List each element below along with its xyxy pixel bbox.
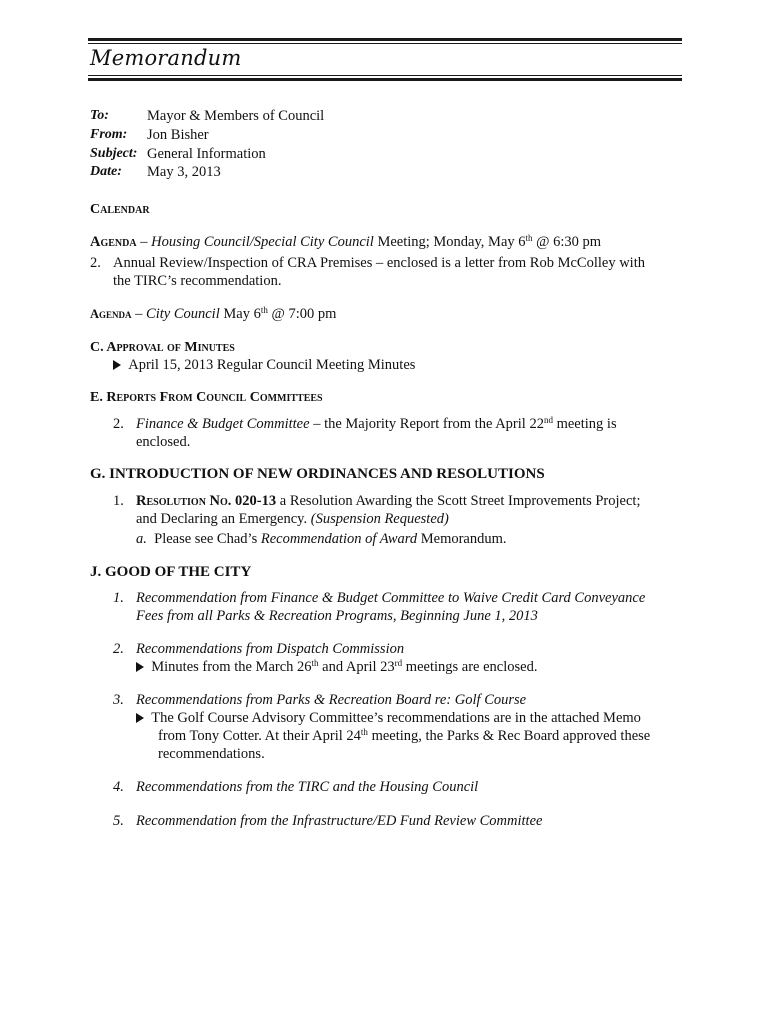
section-e-line1 [136, 416, 617, 433]
section-c-item [113, 357, 415, 374]
subject-value: General Information [147, 146, 266, 162]
j-item3-bullet-line2 [158, 728, 650, 745]
agenda-label: Agenda [90, 234, 137, 250]
title-rule-thick [88, 78, 682, 81]
j-item3-bullet-text2a: from Tony Cotter. At their April 24 [158, 728, 361, 744]
top-rule-thick [88, 38, 682, 41]
agenda-city-date: May 6 [219, 306, 261, 322]
j-item3-bullet-line1 [136, 710, 641, 727]
section-g-sub-a [136, 531, 507, 548]
calendar-item2-line2: the TIRC’s recommendation. [113, 273, 282, 289]
j-item3-number: 3. [113, 692, 124, 708]
agenda-city-sup: th [260, 305, 268, 315]
agenda-dash: – [136, 234, 152, 250]
top-rule-thin [88, 43, 682, 44]
j-item2-sup2: rd [394, 658, 403, 668]
calendar-item2-line1: Annual Review/Inspection of CRA Premises – enclosed is a letter from Rob McColley with [113, 255, 645, 271]
section-e-after: meeting is [552, 416, 617, 432]
j-item5-number: 5. [113, 813, 124, 829]
agenda-housing-time: @ 6:30 pm [532, 234, 602, 250]
finance-committee-title: Finance & Budget Committee [136, 416, 310, 432]
arrow-bullet-icon [136, 662, 144, 672]
section-e-sup: nd [543, 415, 553, 425]
calendar-heading: Calendar [90, 202, 150, 217]
j-item2-bullet-b: and April 23 [318, 659, 395, 675]
j-item5-text: Recommendation from the Infrastructure/ED Fund Review Committee [136, 813, 543, 829]
title-rule-thin [88, 75, 682, 76]
j-item2-bullet-c: meetings are enclosed. [402, 659, 538, 675]
agenda-city-time: @ 7:00 pm [267, 306, 337, 322]
arrow-bullet-icon [113, 360, 121, 370]
j-item3-text: Recommendations from Parks & Recreation Board re: Golf Course [136, 692, 527, 708]
agenda-housing-council [90, 234, 601, 251]
to-label: To: [90, 108, 109, 123]
j-item4-number: 4. [113, 779, 124, 795]
agenda-housing-title: Housing Council/Special City Council [151, 234, 374, 250]
section-e-text: – the Majority Report from the April 22 [309, 416, 544, 432]
arrow-bullet-icon [136, 713, 144, 723]
j-item4-text: Recommendations from the TIRC and the Housing Council [136, 779, 479, 795]
agenda-city-council [90, 306, 336, 323]
from-value: Jon Bisher [147, 127, 209, 143]
agenda2-label: Agenda [90, 307, 132, 321]
subject-label: Subject: [90, 146, 138, 161]
suspension-requested: (Suspension Requested) [310, 511, 449, 527]
resolution-label: Resolution No. 020-13 [136, 493, 277, 509]
agenda-housing-date: Meeting; Monday, May 6 [373, 234, 526, 250]
section-j-heading: J. GOOD OF THE CITY [90, 564, 252, 580]
j-item2-bullet [136, 659, 537, 676]
agenda-city-title: City Council [146, 306, 220, 322]
section-c-item-text: April 15, 2013 Regular Council Meeting Minutes [128, 357, 416, 373]
section-g-number: 1. [113, 493, 124, 509]
sub-a-marker: a. [136, 531, 147, 547]
j-item2-sup1: th [311, 658, 319, 668]
section-c-heading: C. Approval of Minutes [90, 340, 235, 355]
section-g-heading: G. INTRODUCTION OF NEW ORDINANCES AND RESOLUTIONS [90, 466, 545, 482]
to-value: Mayor & Members of Council [147, 108, 325, 124]
sub-a-after: Memorandum. [417, 531, 507, 547]
j-item2-bullet-a: Minutes from the March 26 [151, 659, 312, 675]
j-item2-number: 2. [113, 641, 124, 657]
section-e-number: 2. [113, 416, 124, 432]
agenda-housing-sup: th [525, 233, 533, 243]
date-label: Date: [90, 164, 122, 179]
recommendation-of-award: Recommendation of Award [260, 531, 418, 547]
resolution-text: a Resolution Awarding the Scott Street Improvements Project; [276, 493, 641, 509]
section-g-line1 [136, 493, 640, 510]
j-item1-line2: Fees from all Parks & Recreation Programs, Beginning June 1, 2013 [136, 608, 538, 624]
agenda2-dash: – [131, 306, 147, 322]
j-item1-line1: Recommendation from Finance & Budget Committee to Waive Credit Card Conveyance [136, 590, 646, 606]
j-item3-sup: th [360, 727, 368, 737]
j-item2-text: Recommendations from Dispatch Commission [136, 641, 405, 657]
memo-title: Memorandum [90, 46, 242, 70]
calendar-item2-number: 2. [90, 255, 101, 271]
section-e-heading: E. Reports From Council Committees [90, 390, 323, 405]
section-g-line2-text: and Declaring an Emergency. [136, 511, 311, 527]
j-item1-number: 1. [113, 590, 124, 606]
j-item3-bullet-text2b: meeting, the Parks & Rec Board approved these [367, 728, 651, 744]
section-g-line2 [136, 511, 449, 528]
j-item3-bullet-line3: recommendations. [158, 746, 265, 762]
date-value: May 3, 2013 [147, 164, 221, 180]
j-item3-bullet-text1: The Golf Course Advisory Committee’s recommendations are in the attached Memo [151, 710, 641, 726]
sub-a-text: Please see Chad’s [154, 531, 261, 547]
from-label: From: [90, 127, 128, 142]
section-e-line2: enclosed. [136, 434, 191, 450]
